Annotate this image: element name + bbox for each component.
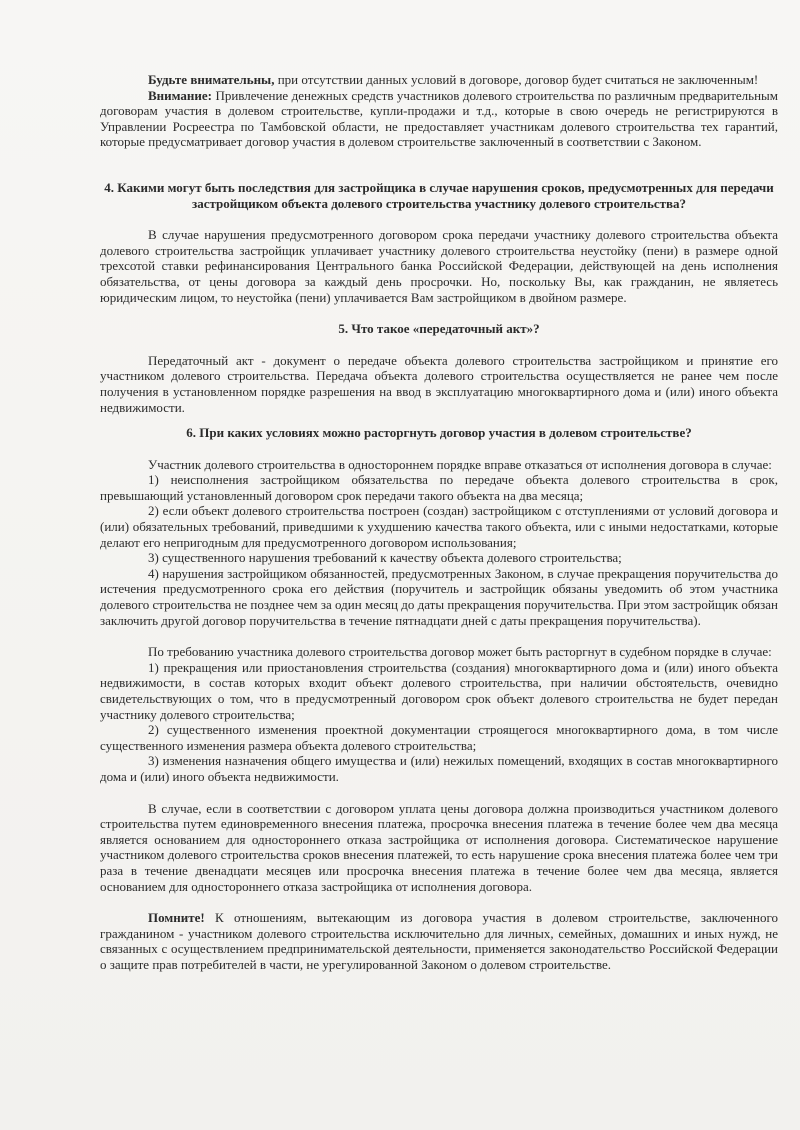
attention-paragraph bbox=[100, 88, 778, 150]
remember-label: Помните! bbox=[148, 910, 205, 926]
warning-label: Будьте внимательны, bbox=[148, 72, 275, 87]
court-intro: По требованию участника долевого строительства договор может быть расторгнут в судебном порядке в случае: bbox=[148, 644, 772, 660]
unilateral-item-2: 2) если объект долевого строительства построен (создан) застройщиком с отступлениями от условий договора и (или) обязательных требований, приведшими к ухудшению качества такого объекта, или с иными недостатками, которые делают его непригодным для предусмотренного договором использования; bbox=[100, 503, 778, 550]
remember-text: К отношениям, вытекающим из договора участия в долевом строительстве, заключенного гражданином - участником долевого строительства исключительно для личных, семейных, домашних и иных нужд, не связанных с осуществлением предпринимательской деятельности, применяется законодательство Российской Федерации о защите прав потребителей в части, не урегулированной Законом о долевом строительстве. bbox=[100, 910, 778, 972]
section-5-text: Передаточный акт - документ о передаче объекта долевого строительства застройщиком и принятие его участником долевого строительства. Передача объекта долевого строительства осуществляется не ранее чем после получения в установленном порядке разрешения на ввод в эксплуатацию многоквартирного дома и (или) иного объекта недвижимости. bbox=[100, 352, 778, 415]
court-item-1: 1) прекращения или приостановления строительства (создания) многоквартирного дома и (или) иного объекта недвижимости, в состав которых входит объект долевого строительства, при наличии обстоятельств, очевидно свидетельствующих о том, что в предусмотренный договором срок объект долевого строительства не будет передан участнику долевого строительства; bbox=[100, 659, 778, 722]
section-6-heading: 6. При каких условиях можно расторгнуть договор участия в долевом строительстве? bbox=[186, 425, 692, 441]
unilateral-item-1: 1) неисполнения застройщиком обязательства по передаче объекта долевого строительства в срок, превышающий установленный договором срок передачи такого объекта на два месяца; bbox=[100, 472, 778, 503]
section-4-text: В случае нарушения предусмотренного договором срока передачи участнику долевого строительства объекта долевого строительства застройщик уплачивает участнику долевого строительства неустойку (пени) в размере одной трехсотой ставки рефинансирования Центрального банка Российской Федерации, действующей на день исполнения обязательства, от цены договора за каждый день просрочки. Но, поскольку Вы, как гражданин, не являетесь юридическим лицом, то неустойка (пени) уплачивается Вам застройщиком в двойном размере. bbox=[100, 227, 778, 305]
unilateral-item-4: 4) нарушения застройщиком обязанностей, предусмотренных Законом, в случае прекращения поручительства до истечения предусмотренного срока его действия (поручитель и застройщик обязаны уведомить об этом участника долевого строительства не позднее чем за один месяц до даты прекращения поручительства. При этом застройщик обязан заключить другой договор поручительства в течение пятнадцати дней с даты прекращения поручительства). bbox=[100, 565, 778, 628]
attention-label: Внимание: bbox=[148, 87, 212, 103]
payment-paragraph: В случае, если в соответствии с договором уплата цены договора должна производиться участником долевого строительства путем единовременного внесения платежа, просрочка внесения платежа в течение более чем два месяца является основанием для одностороннего отказа застройщика от исполнения договора. Систематическое нарушение участником долевого строительства сроков внесения платежей, то есть нарушение срока внесения платежа более чем три раза в течение двенадцати месяцев или просрочка внесения платежа в течение более чем два месяца, является основанием для одностороннего отказа застройщика от исполнения договора. bbox=[100, 800, 778, 894]
unilateral-intro: Участник долевого строительства в одностороннем порядке вправе отказаться от исполнения договора в случае: bbox=[148, 456, 772, 472]
warning-text: при отсутствии данных условий в договоре, договор будет считаться не заключенным! bbox=[274, 72, 759, 87]
warning-paragraph bbox=[100, 72, 778, 88]
court-item-2: 2) существенного изменения проектной документации строящегося многоквартирного дома, в том числе существенного изменения размера объекта долевого строительства; bbox=[100, 722, 778, 753]
unilateral-item-3: 3) существенного нарушения требований к качеству объекта долевого строительства; bbox=[148, 550, 622, 566]
attention-text: Привлечение денежных средств участников долевого строительства по различным предварительным договорам участия в долевом строительстве, купли-продажи и т.д., которые в свою очередь не регистрируются в Управлении Росреестра по Тамбовской области, не предоставляет участникам долевого строительства тех гарантий, которые предусматривает договор участия в долевом строительстве заключенный в соответствии с Законом. bbox=[100, 87, 778, 150]
court-item-3: 3) изменения назначения общего имущества и (или) нежилых помещений, входящих в состав многоквартирного дома и (или) иного объекта недвижимости. bbox=[100, 753, 778, 784]
section-4-heading: 4. Какими могут быть последствия для застройщика в случае нарушения сроков, предусмотренных для передачи застройщиком объекта долевого строительства участнику долевого строительства? bbox=[104, 179, 774, 211]
section-5-heading: 5. Что такое «передаточный акт»? bbox=[338, 321, 540, 337]
remember-paragraph bbox=[100, 910, 778, 972]
